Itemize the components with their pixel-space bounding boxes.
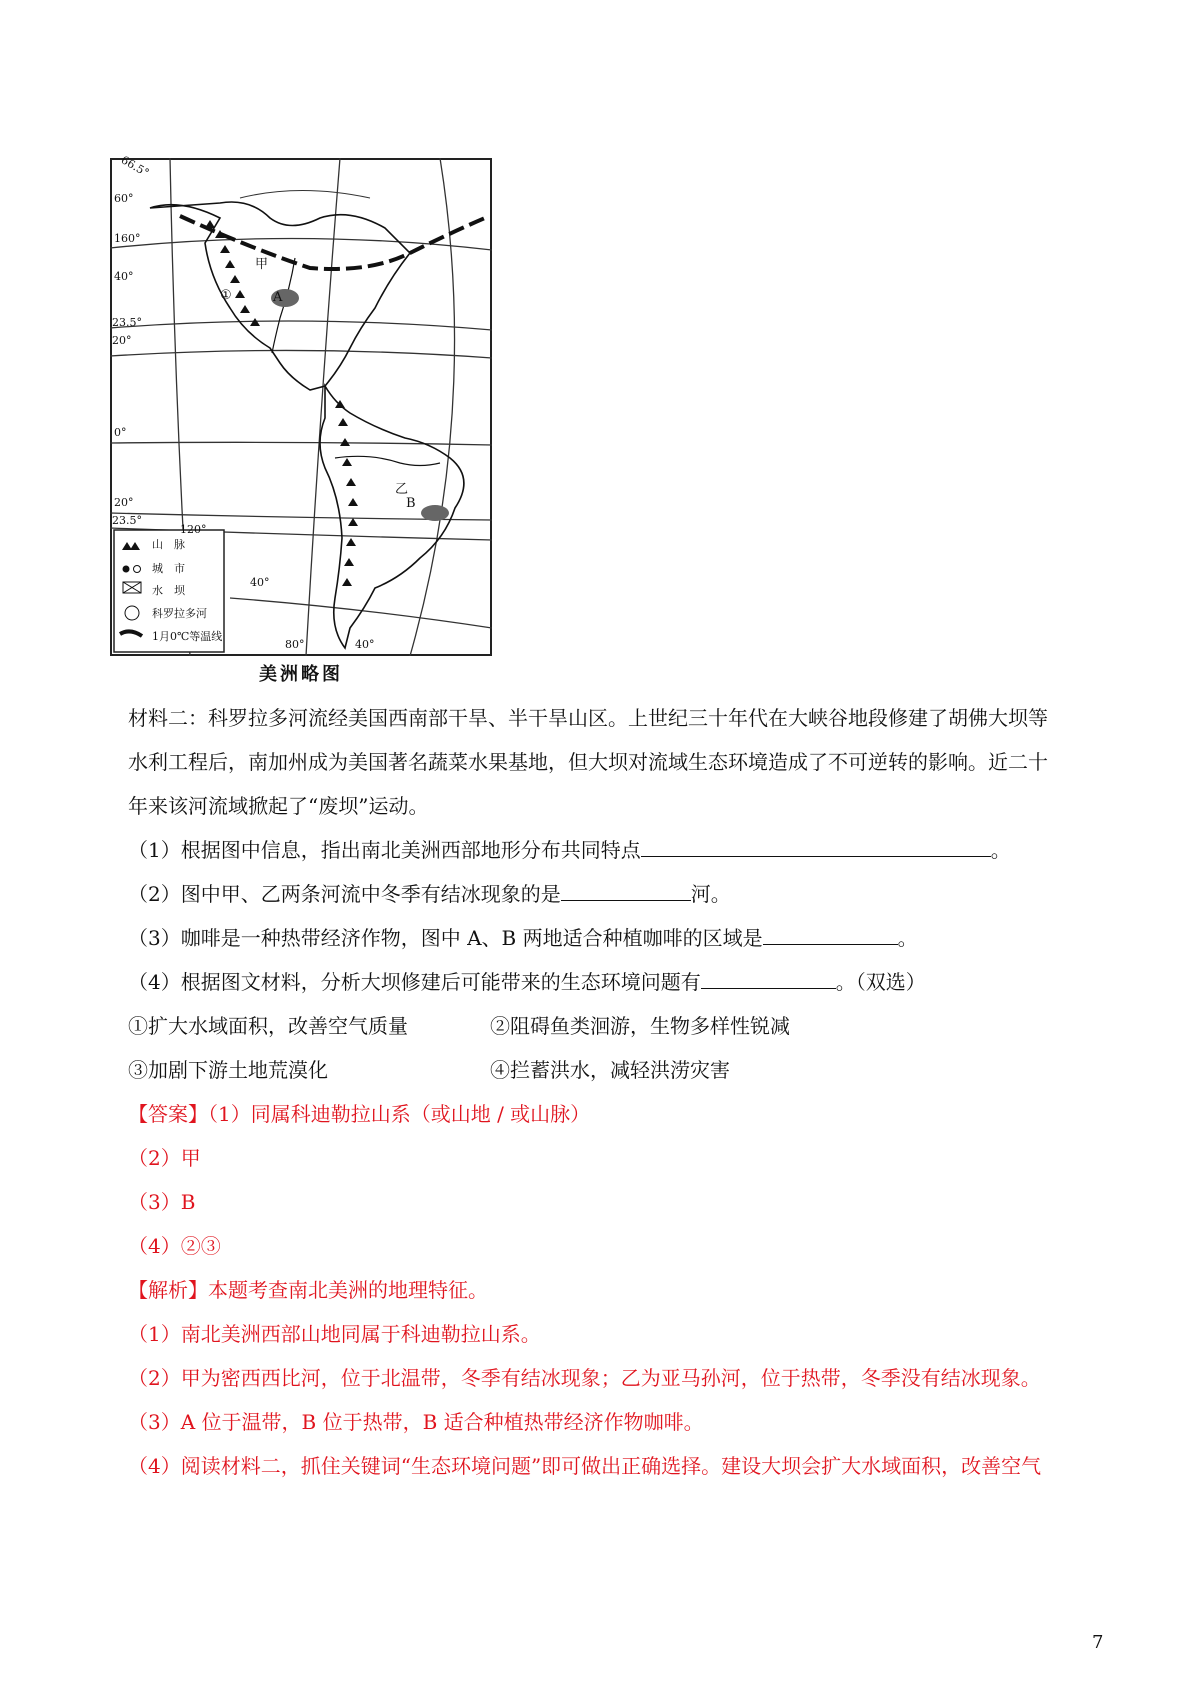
answer-label: 【答案】 — [128, 1102, 208, 1126]
map-lat-label: 23.5° — [112, 316, 142, 329]
question-2-blank[interactable] — [561, 880, 691, 901]
map-caption: 美洲略图 — [259, 664, 343, 685]
question-3-blank[interactable] — [763, 924, 898, 945]
map-place-label: 甲 — [255, 257, 269, 272]
page-number: 7 — [1092, 1632, 1104, 1653]
legend-label-dam: 水 坝 — [152, 584, 185, 597]
map-place-label: 乙 — [395, 482, 409, 497]
map-lat-label: 20° — [114, 496, 134, 509]
map-place-label: A — [273, 290, 283, 305]
map-lon-label: 160° — [114, 232, 141, 245]
analysis-1: （1）南北美洲西部山地同属于科迪勒拉山系。 — [128, 1322, 541, 1346]
question-3-text: （3）咖啡是一种热带经济作物，图中 A、B 两地适合种植咖啡的区域是 — [128, 926, 763, 950]
map-lon-label: 120° — [180, 523, 207, 536]
option-2: ②阻碍鱼类洄游，生物多样性锐减 — [490, 1014, 790, 1038]
question-1-end: 。 — [990, 838, 1011, 862]
legend-label-river: 科罗拉多河 — [152, 607, 207, 620]
question-3 — [128, 924, 918, 952]
map-lat-label: 66.5° — [118, 153, 152, 180]
map-lon-label: 40° — [355, 638, 375, 651]
question-2 — [128, 880, 731, 908]
question-4-text: （4）根据图文材料，分析大坝修建后可能带来的生态环境问题有 — [128, 970, 701, 994]
map-place-label: B — [406, 496, 416, 511]
map-lat-label: 0° — [114, 426, 127, 439]
legend-label-isotherm: 1月0℃等温线 — [152, 630, 223, 643]
question-4 — [128, 968, 926, 996]
answer-2: （2）甲 — [128, 1146, 201, 1170]
option-3: ③加剧下游土地荒漠化 — [128, 1058, 328, 1082]
question-4-blank[interactable] — [701, 968, 836, 989]
analysis-3: （3）A 位于温带，B 位于热带，B 适合种植热带经济作物咖啡。 — [128, 1410, 704, 1434]
legend-label-city: 城 市 — [152, 562, 185, 575]
material-line-3: 年来该河流域掀起了“废坝”运动。 — [128, 794, 429, 818]
analysis-2: （2）甲为密西西比河，位于北温带，冬季有结冰现象；乙为亚马孙河，位于热带，冬季没有结冰现象。 — [128, 1366, 1041, 1390]
question-1-text: （1）根据图中信息，指出南北美洲西部地形分布共同特点 — [128, 838, 641, 862]
map-place-label: ① — [220, 288, 232, 303]
material-line-2: 水利工程后，南加州成为美国著名蔬菜水果基地，但大坝对流域生态环境造成了不可逆转的影响。近二十 — [128, 750, 1048, 774]
map-lat-label: 40° — [114, 270, 134, 283]
americas-map-figure — [110, 153, 492, 685]
map-lat-label: 20° — [112, 334, 132, 347]
question-4-end: 。（双选） — [835, 970, 926, 994]
question-1 — [128, 836, 1011, 864]
question-3-end: 。 — [897, 926, 918, 950]
question-2-end: 河。 — [690, 882, 731, 906]
analysis-intro-line — [128, 1276, 488, 1304]
analysis-intro: 本题考查南北美洲的地理特征。 — [208, 1278, 488, 1302]
question-2-text: （2）图中甲、乙两条河流中冬季有结冰现象的是 — [128, 882, 561, 906]
question-1-blank[interactable] — [641, 836, 991, 857]
answer-3: （3）B — [128, 1190, 196, 1214]
map-lon-label: 80° — [285, 638, 305, 651]
answer-4: （4）②③ — [128, 1234, 221, 1258]
map-lat-label: 40° — [250, 576, 270, 589]
map-lat-label: 60° — [114, 192, 134, 205]
answer-line-1 — [128, 1100, 590, 1128]
material-line-1: 材料二：科罗拉多河流经美国西南部干旱、半干旱山区。上世纪三十年代在大峡谷地段修建了胡佛大坝等 — [128, 706, 1048, 730]
analysis-4: （4）阅读材料二，抓住关键词“生态环境问题”即可做出正确选择。建设大坝会扩大水域面积，改善空气 — [128, 1454, 1042, 1478]
option-4: ④拦蓄洪水，减轻洪涝灾害 — [490, 1058, 730, 1082]
option-1: ①扩大水域面积，改善空气质量 — [128, 1014, 408, 1038]
map-lat-label: 23.5° — [112, 514, 142, 527]
analysis-label: 【解析】 — [128, 1278, 208, 1302]
answer-1: （1）同属科迪勒拉山系（或山地 / 或山脉） — [208, 1102, 591, 1126]
legend-label-mountain: 山 脉 — [152, 538, 185, 551]
